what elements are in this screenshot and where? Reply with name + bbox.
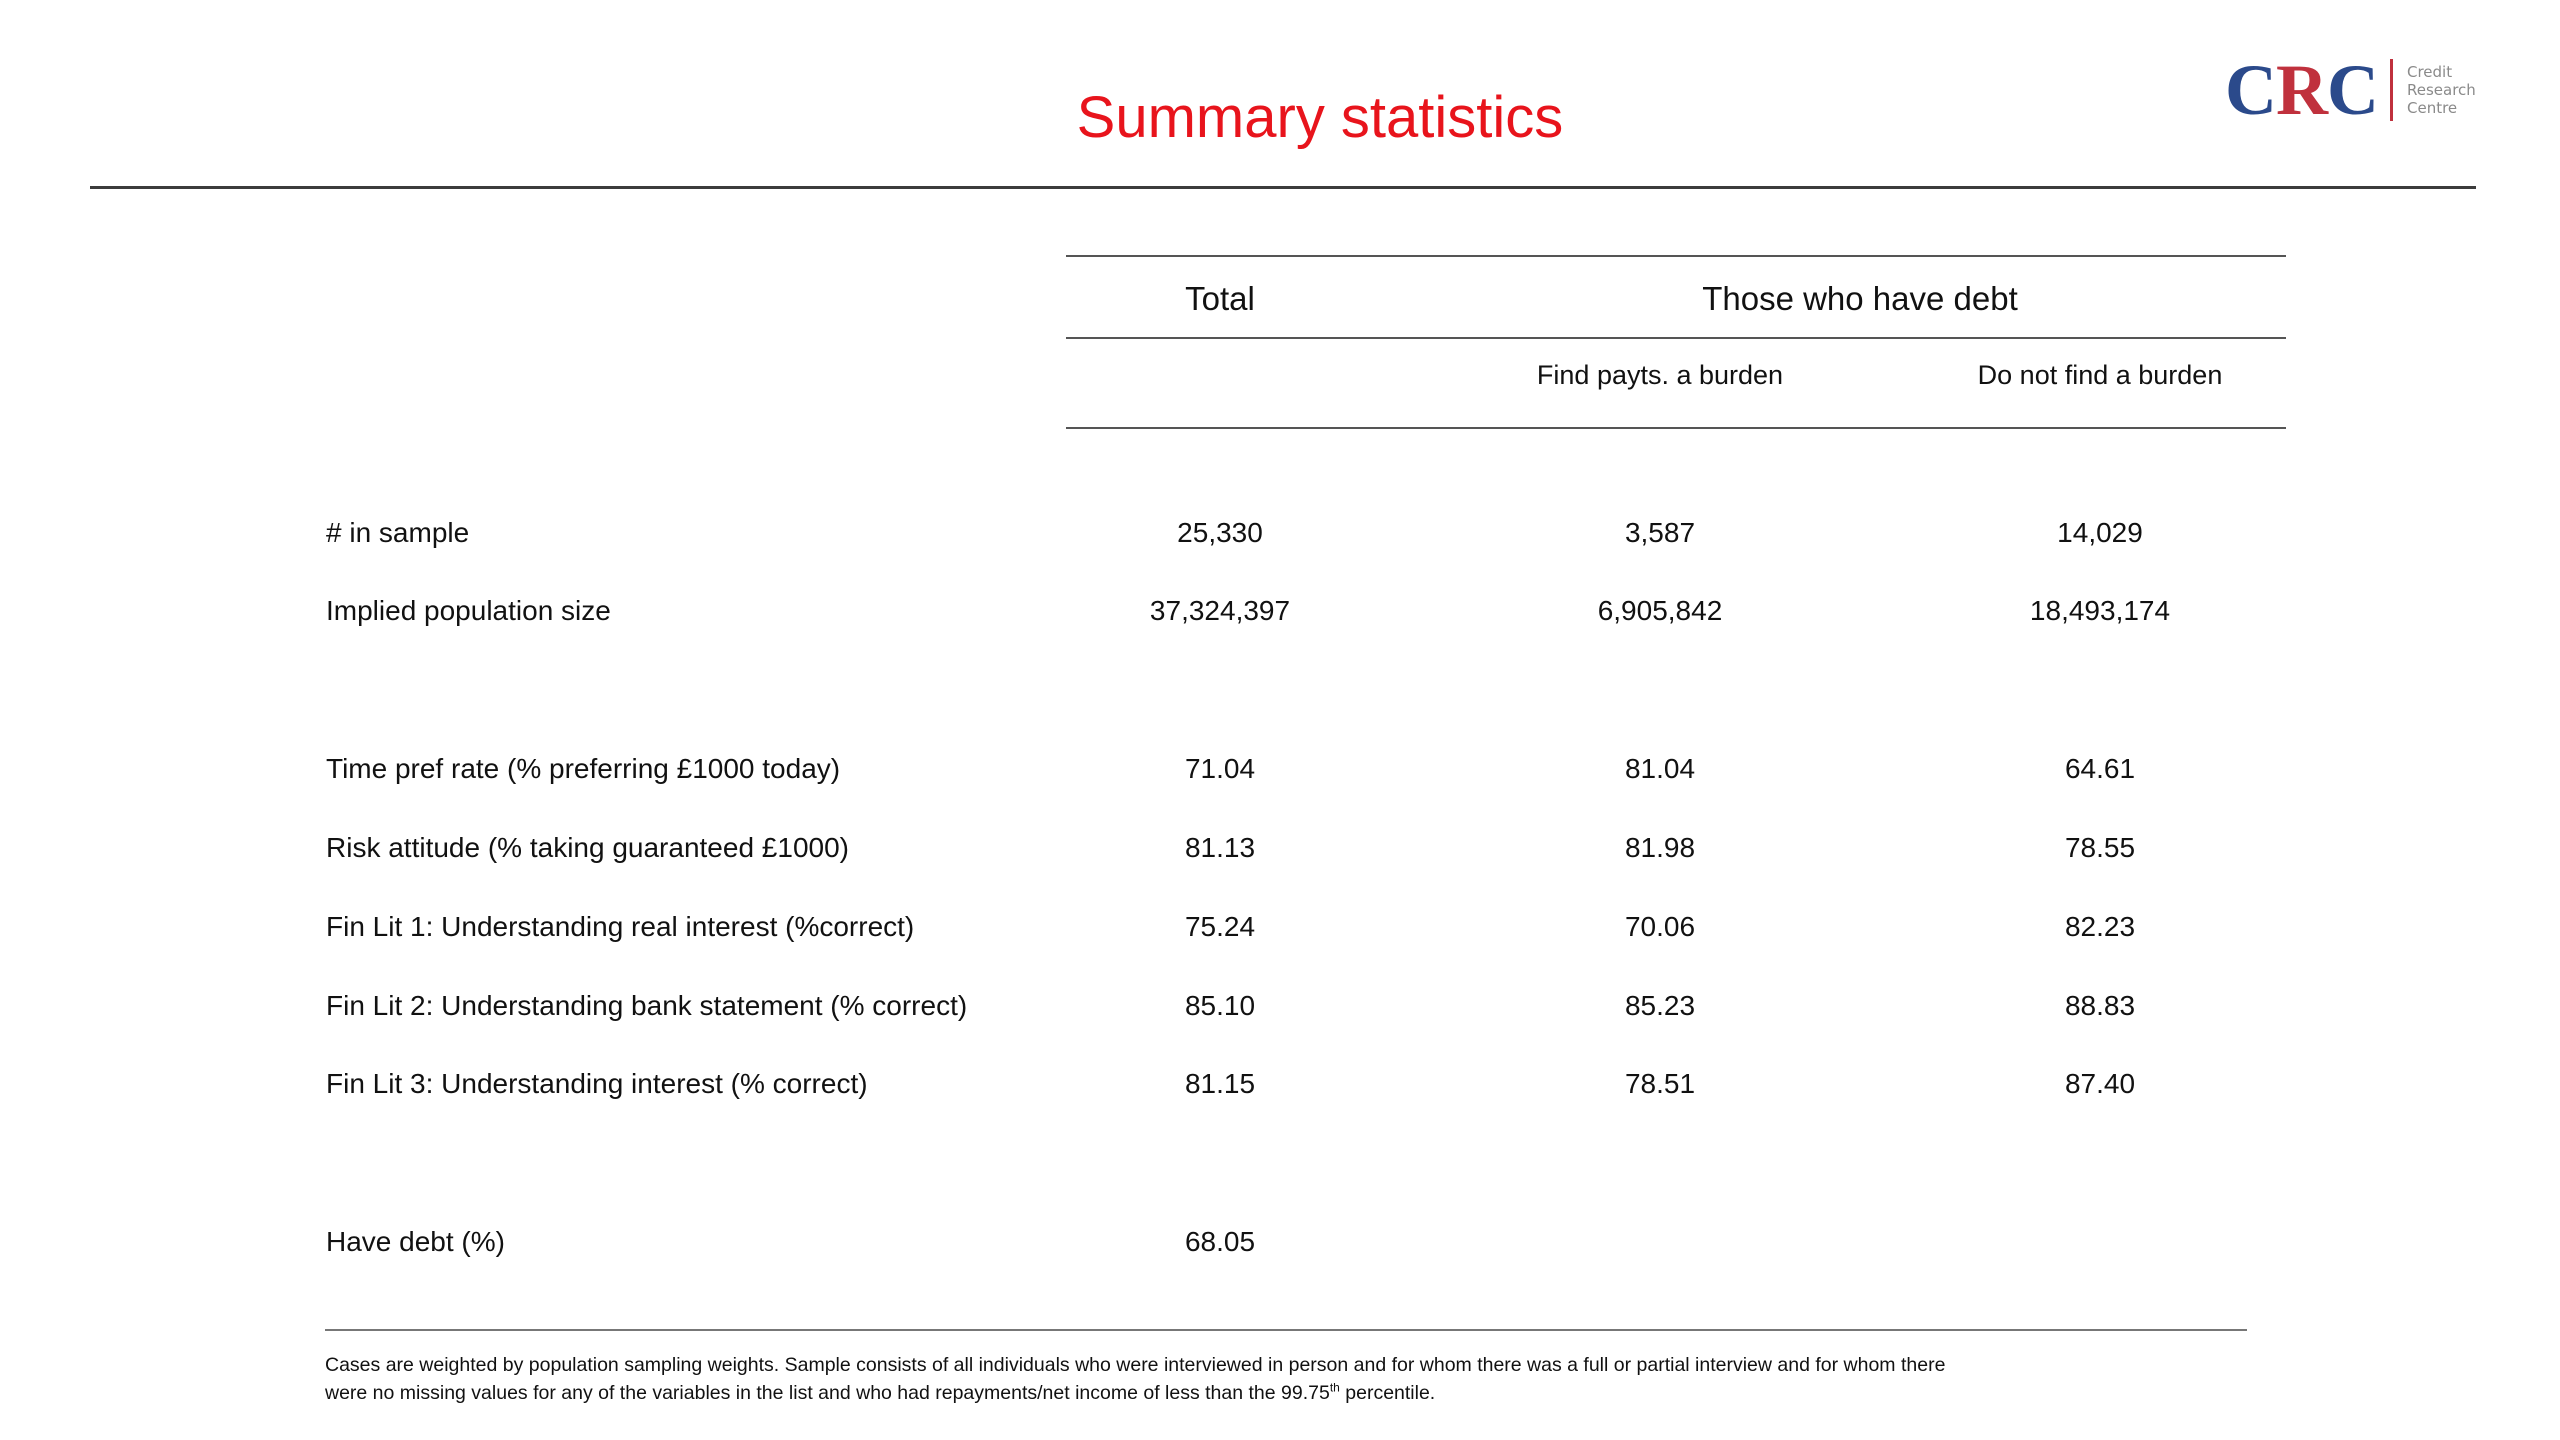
logo-letter-c: C (2225, 49, 2276, 130)
header-total: Total (1185, 280, 1255, 317)
row-burden: 6,905,842 (1597, 595, 1723, 626)
row-label: Fin Lit 1: Understanding real interest (%correct) (326, 911, 915, 942)
row-total: 37,324,397 (1149, 595, 1291, 626)
row-total: 68.05 (1184, 1226, 1256, 1257)
row-label: Time pref rate (% preferring £1000 today) (326, 753, 841, 784)
row-no-burden: 64.61 (2064, 753, 2136, 784)
logo-text-line: Credit (2407, 62, 2453, 81)
footnote-line-2-text: were no missing values for any of the variables in the list and who had repayments/net income of less than the 99.75 (325, 1382, 1330, 1404)
row-total: 81.15 (1184, 1068, 1256, 1099)
logo-text (2407, 63, 2476, 117)
row-no-burden: 88.83 (2064, 990, 2136, 1021)
row-burden: 3,587 (1624, 517, 1696, 548)
logo-letter-c: C (2327, 49, 2378, 130)
row-total: 85.10 (1184, 990, 1256, 1021)
table-subheader-rule (1066, 427, 2286, 429)
row-no-burden: 14,029 (2057, 517, 2143, 548)
row-burden: 85.23 (1624, 990, 1696, 1021)
footnote-line-1: Cases are weighted by population sampling weights. Sample consists of all individuals who were interviewed in person and for whom there was a full or partial interview and for whom there (325, 1354, 1946, 1376)
table-bottom-rule (325, 1329, 2247, 1331)
logo-text-line: Research (2407, 80, 2476, 99)
row-no-burden: 82.23 (2064, 911, 2136, 942)
logo-letter-r: R (2276, 49, 2327, 130)
crc-logo (2225, 49, 2476, 130)
row-label: Have debt (%) (326, 1226, 505, 1257)
logo-mark (2225, 49, 2378, 130)
row-label: Risk attitude (% taking guaranteed £1000) (326, 832, 849, 863)
footnote-line-2 (325, 1379, 2325, 1407)
row-no-burden: 78.55 (2064, 832, 2136, 863)
slide-title: Summary statistics (1076, 85, 1564, 150)
logo-text-line: Centre (2407, 98, 2458, 117)
row-no-burden: 87.40 (2064, 1068, 2136, 1099)
header-debt-group: Those who have debt (1702, 280, 2018, 317)
row-burden: 81.98 (1624, 832, 1696, 863)
row-no-burden: 18,493,174 (2029, 595, 2171, 626)
footnote (325, 1351, 2325, 1407)
table-top-rule (1066, 255, 2286, 257)
header-find-burden: Find payts. a burden (1536, 360, 1784, 390)
table-header-rule (1066, 337, 2286, 339)
row-burden: 70.06 (1624, 911, 1696, 942)
header-no-burden: Do not find a burden (1977, 360, 2223, 390)
footnote-superscript: th (1329, 1380, 1340, 1395)
row-burden: 81.04 (1624, 753, 1696, 784)
row-total: 71.04 (1184, 753, 1256, 784)
row-burden: 78.51 (1624, 1068, 1696, 1099)
title-divider (90, 186, 2476, 189)
row-label: Fin Lit 2: Understanding bank statement (% correct) (326, 990, 968, 1021)
row-total: 81.13 (1184, 832, 1256, 863)
logo-divider (2390, 59, 2393, 121)
row-label: Implied population size (326, 595, 611, 626)
row-total: 25,330 (1177, 517, 1263, 548)
row-label: # in sample (326, 517, 470, 548)
footnote-line-2-end: percentile. (1339, 1382, 1436, 1404)
row-total: 75.24 (1184, 911, 1256, 942)
row-label: Fin Lit 3: Understanding interest (% correct) (326, 1068, 868, 1099)
